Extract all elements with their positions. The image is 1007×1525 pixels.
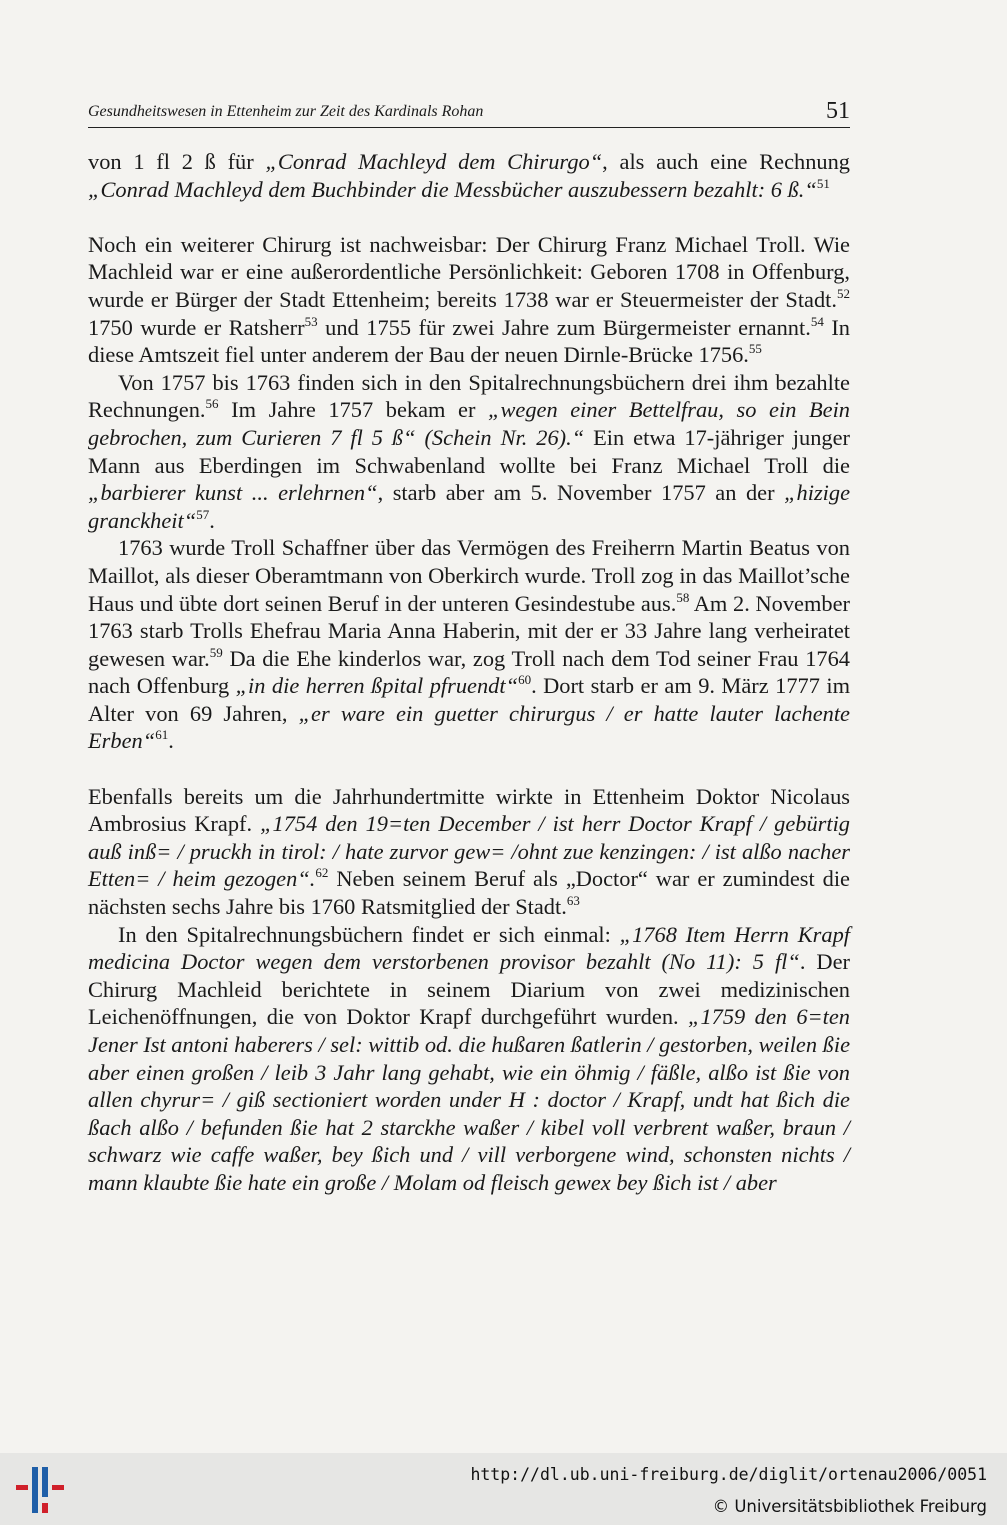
- footnote-ref: 53: [304, 313, 318, 329]
- quoted-text: „Conrad Machleyd dem Chirurgo“: [265, 149, 603, 174]
- quoted-text: „1754 den 19=ten December / ist herr Doctor Krapf / gebürtig auß inß= / pruckh in tirol: / hate zurvor gew= /ohnt zue kenzingen: / ist alßo nacher Etten= / heim gezogen“.: [88, 811, 850, 892]
- footnote-ref: 57: [196, 506, 210, 522]
- text-run: Am 2. November 1763 starb Trolls Ehefrau Maria Anna Haberin, mit der er 33 Jahre lang verheiratet gewesen war.: [88, 590, 850, 671]
- paragraph: [88, 921, 850, 1197]
- text-run: Ein etwa 17-jähriger junger Mann aus Eberdingen im Schwabenland wollte bei Franz Michael Troll die: [88, 424, 851, 478]
- quoted-text: „1768 Item Herrn Krapf medicina Doctor wegen dem verstorbenen provisor bezahlt (No 11): 5 fl“: [88, 921, 850, 975]
- text-run: Neben seinem Beruf als „Doctor“ war er zumindest die nächsten sechs Jahre bis 1760 Ratsmitglied der Stadt.: [88, 866, 850, 920]
- footnote-ref: 63: [566, 893, 580, 909]
- footnote-ref: 55: [748, 341, 762, 357]
- text-run: Noch ein weiterer Chirurg ist nachweisbar: Der Chirurg Franz Michael Troll. Wie Machleid war er eine außerordentliche Persönlichkeit: Geboren 1708 in Offenburg, wurde er Bürger der Stadt Ettenheim; bereits 1738 war er Steuermeister der Stadt.: [88, 231, 850, 312]
- text-run: Von 1757 bis 1763 finden sich in den Spitalrechnungsbüchern drei ihm bezahlte Rechnungen.: [88, 369, 850, 423]
- footnote-ref: 51: [816, 175, 830, 191]
- footnote-ref: 62: [315, 865, 329, 881]
- footnote-ref: 56: [205, 396, 219, 412]
- text-run: . Dort starb er am 9. März 1777 im Alter von 69 Jahren,: [88, 673, 850, 726]
- running-title: Gesundheitswesen in Ettenheim zur Zeit des Kardinals Rohan: [88, 103, 484, 120]
- paragraph: [88, 231, 850, 369]
- text-run: .: [168, 728, 174, 754]
- text-run: In den Spitalrechnungsbüchern findet er sich einmal:: [118, 921, 620, 947]
- footnote-ref: 61: [155, 727, 169, 743]
- text-run: 1750 wurde er Ratsherr: [88, 314, 305, 340]
- page-number: 51: [826, 98, 850, 124]
- copyright-notice: © Universitätsbibliothek Freiburg: [712, 1497, 987, 1516]
- quoted-text: „in die herren ßpital pfruendt“: [235, 673, 519, 699]
- page-header: [88, 97, 850, 128]
- footnote-ref: 52: [837, 285, 850, 301]
- footnote-ref: 58: [676, 589, 690, 605]
- text-run: 1763 wurde Troll Schaffner über das Vermögen des Freiherrn Martin Beatus von Maillot, als dieser Oberamtmann von Oberkirch wurde. Troll zog in das Maillot’sche Haus und übte dort seinen Beruf in der unteren Gesindestube aus.: [88, 535, 850, 616]
- body-text: [88, 148, 850, 1197]
- quoted-text: „hizige granckheit“: [88, 480, 851, 533]
- text-run: Da die Ehe kinderlos war, zog Troll nach dem Tod seiner Frau 1764 nach Offenburg: [88, 645, 850, 699]
- text-run: .: [209, 507, 215, 533]
- quoted-text: „Conrad Machleyd dem Buchbinder die Messbücher auszubessern bezahlt: 6 ß.“: [88, 176, 817, 202]
- text-run: . Der Chirurg Machleid berichtete in seinem Diarium von zwei medizinischen Leichenöffnungen, die von Doktor Krapf durchgeführt wurden.: [88, 949, 850, 1030]
- text-run: , starb aber am 5. November 1757 an der: [377, 480, 785, 506]
- text-run: von 1 fl 2 ß für: [88, 149, 266, 174]
- footnote-ref: 54: [810, 313, 824, 329]
- text-run: und 1755 für zwei Jahre zum Bürgermeister ernannt.: [317, 314, 811, 340]
- paragraph: [88, 369, 850, 535]
- quoted-text: „1759 den 6=ten Jener Ist antoni haberers / sel: wittib od. die hußaren ßatlerin / gestorben, weilen ßie aber einen großen / leib 3 Jahr lang gehabt, wie ein öhmig / fäßle, alßo ist ßie von allen chyrur= / giß sectioniert worden under H : doctor / Krapf, undt hat ßich die ßach alßo / befunden ßie hat 2 starckhe waßer / kibel voll verbrent waßer, braun / schwarz wie caffe waßer, bey ßich und / vill verborgene wind, schonsten nichts / mann klaubte ßie hate ein große / Molam od fleisch gewex bey ßich ist / aber: [88, 1004, 851, 1195]
- footer-bar: [0, 1453, 1007, 1525]
- footnote-ref: 60: [518, 672, 532, 688]
- paragraph: [88, 534, 850, 755]
- footnote-ref: 59: [209, 644, 223, 660]
- library-logo-icon: [14, 1463, 66, 1517]
- quoted-text: „er ware ein guetter chirurgus / er hatte lauter lachente Erben“: [88, 700, 850, 754]
- source-url[interactable]: http://dl.ub.uni-freiburg.de/diglit/ortenau2006/0051: [470, 1465, 987, 1484]
- quoted-text: „wegen einer Bettelfrau, so ein Bein gebrochen, zum Curieren 7 fl 5 ß“ (Schein Nr. 26).“: [88, 397, 850, 450]
- text-run: In diese Amtszeit fiel unter anderem der Bau der neuen Dirnle-Brücke 1756.: [88, 314, 850, 368]
- text-run: Ebenfalls bereits um die Jahrhundertmitte wirkte in Ettenheim Doktor Nicolaus Ambrosius Krapf.: [88, 783, 850, 837]
- paragraph: [88, 783, 850, 921]
- text-run: Im Jahre 1757 bekam er: [218, 397, 488, 423]
- quoted-text: „barbierer kunst ... erlehrnen“: [88, 480, 378, 506]
- paragraph: [88, 148, 850, 203]
- text-run: , als auch eine Rechnung: [602, 149, 850, 174]
